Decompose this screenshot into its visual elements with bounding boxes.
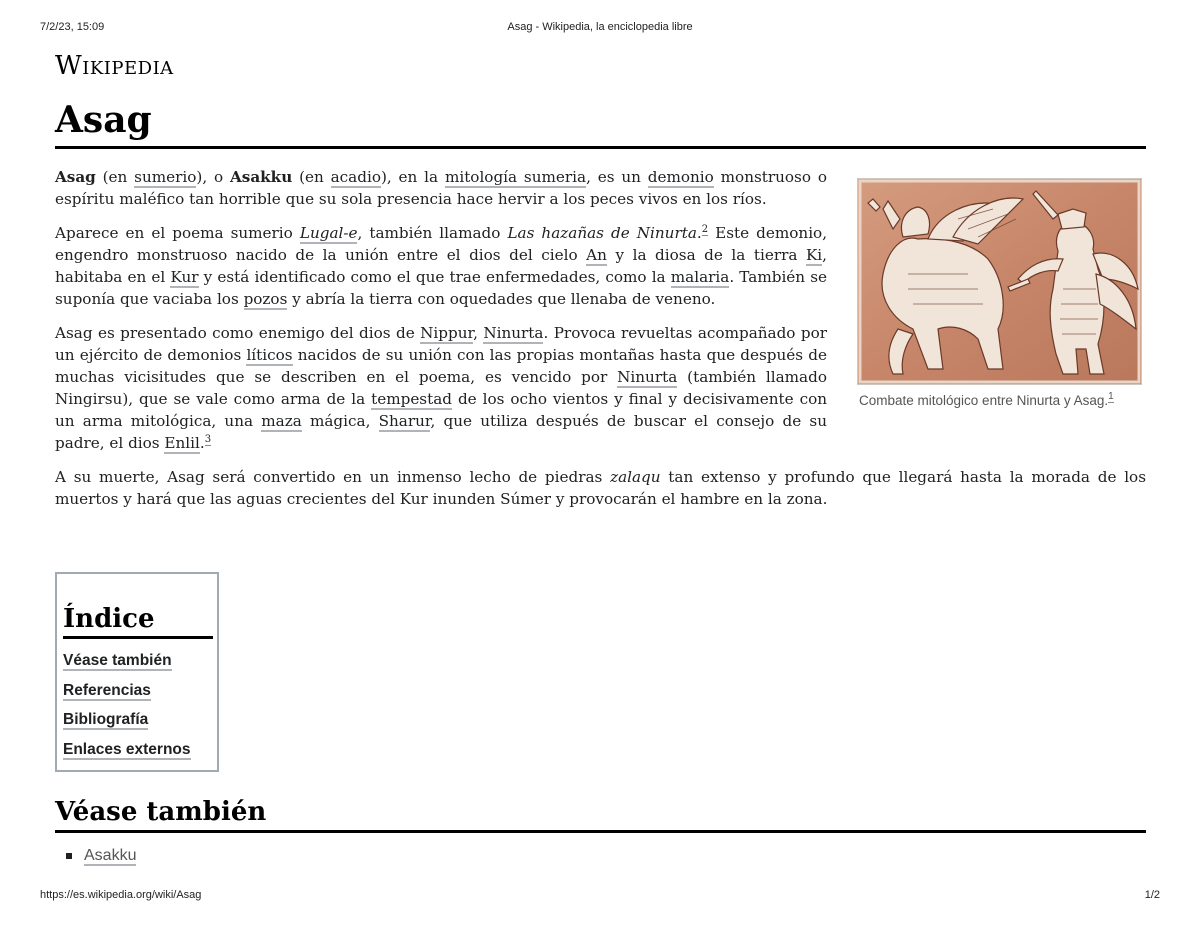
term-zalaqu: zalaqu [610, 468, 661, 486]
print-page-number: 1/2 [1144, 889, 1160, 901]
link-mitologia-sumeria[interactable]: mitología sumeria [444, 168, 587, 186]
link-liticos[interactable]: líticos [246, 346, 293, 364]
toc-list [63, 650, 191, 768]
paragraph-lugal-e: Aparece en el poema sumerio Lugal-e, también llamado Las hazañas de Ninurta.$^2$ Este demonio, engendro monstruoso nacido de la unión entre el dios del cielo An y la diosa de la tierra Ki, habitaba en el Kur y está identificado como el que trae enfermedades, como la malaria. También se suponía que vaciaba los pozos y abría la tierra con oquedades que llenaba de veneno. [55, 224, 828, 308]
link-lugal-e[interactable]: Lugal-e [299, 224, 358, 242]
toc-title: Índice [63, 602, 213, 639]
figure-thumbnail [857, 178, 1142, 412]
link-nippur[interactable]: Nippur [420, 324, 474, 342]
link-malaria[interactable]: malaria [670, 268, 730, 286]
section-heading-vease-tambien: Véase también [55, 794, 1146, 833]
link-ninurta[interactable]: Ninurta [483, 324, 544, 342]
print-footer [0, 889, 1200, 907]
link-demonio[interactable]: demonio [647, 168, 714, 186]
link-an[interactable]: An [586, 246, 607, 264]
link-tempestad[interactable]: tempestad [371, 390, 452, 408]
toc-link-bibliografia[interactable]: Bibliografía [63, 711, 149, 728]
table-of-contents [55, 572, 219, 772]
link-acadio[interactable]: acadio [330, 168, 381, 186]
paragraph-ninurta: Asag es presentado como enemigo del dios de Nippur, Ninurta. Provoca revueltas acompañado por un ejército de demonios líticos nacidos de su unión con las propias montañas hasta que después de muchas vicisitudes que se describen en el poema, es vencido por Ninurta (también llamado Ningirsu), que se vale como arma de la tempestad de los ocho vientos y final y decisivamente con un arma mitológica, una maza mágica, Sharur, que utiliza después de buscar el consejo de su padre, el dios Enlil.$^3$ [55, 324, 827, 452]
link-maza[interactable]: maza [261, 412, 302, 430]
link-enlil[interactable]: Enlil [164, 434, 200, 452]
toc-item [63, 680, 191, 710]
print-date: 7/2/23, 15:09 [40, 21, 105, 33]
toc-item [63, 709, 191, 739]
term-asag: Asag [55, 168, 96, 186]
toc-link-referencias[interactable]: Referencias [63, 681, 151, 699]
toc-link-enlaces-externos[interactable]: Enlaces externos [63, 740, 191, 758]
see-also-list [66, 845, 136, 867]
reference-2[interactable]: 2 [701, 224, 709, 235]
figure-caption: Combate mitológico entre Ninurta y Asag.$^1$ [859, 391, 1114, 408]
print-title: Asag - Wikipedia, la enciclopedia libre [507, 21, 693, 33]
relief-image[interactable] [857, 178, 1142, 385]
link-asakku[interactable]: Asakku [84, 847, 137, 864]
list-item [66, 845, 136, 867]
reference-1[interactable]: 1 [1108, 391, 1114, 402]
paragraph-muerte: A su muerte, Asag será convertido en un inmenso lecho de piedras zalaqu tan extenso y profundo que llegará hasta la morada de los muertos y hará que las aguas crecientes del Kur inunden Súmer y provocarán el hambre en la zona. [55, 468, 1146, 508]
link-pozos[interactable]: pozos [243, 290, 288, 308]
title-hazanas-ninurta: Las hazañas de Ninurta [507, 224, 697, 242]
link-kur[interactable]: Kur [170, 268, 199, 286]
reference-3[interactable]: 3 [204, 434, 212, 445]
print-url: https://es.wikipedia.org/wiki/Asag [40, 889, 202, 901]
bullet-icon [66, 853, 72, 859]
wikipedia-logo[interactable]: Wikipedia [55, 51, 174, 81]
link-ki[interactable]: Ki [805, 246, 823, 264]
link-sumerio[interactable]: sumerio [134, 168, 197, 186]
toc-item [63, 739, 191, 769]
page-title: Asag [55, 96, 1146, 149]
link-sharur[interactable]: Sharur [378, 412, 431, 430]
toc-item [63, 650, 191, 680]
link-ninurta-2[interactable]: Ninurta [617, 368, 678, 386]
toc-link-vease-tambien[interactable]: Véase también [63, 652, 172, 669]
term-asakku: Asakku [229, 168, 293, 186]
print-header [0, 21, 1200, 39]
paragraph-intro: Asag (en sumerio), o Asakku (en acadio), en la mitología sumeria, es un demonio monstruoso o espíritu maléfico tan horrible que su sola presencia hace hervir a los peces vivos en los ríos. [55, 168, 827, 208]
